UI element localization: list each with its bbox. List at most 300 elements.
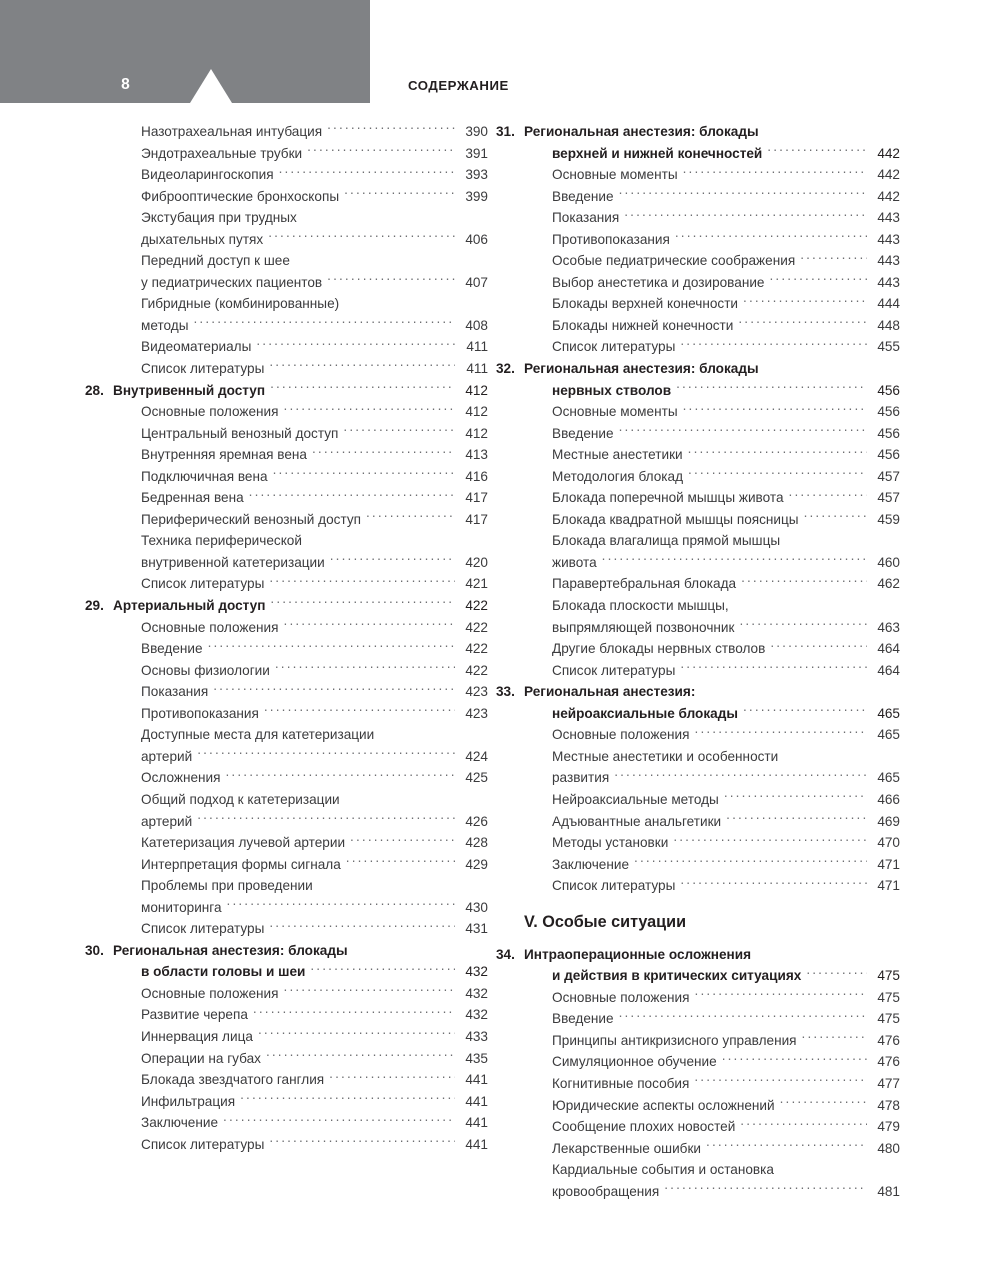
toc-entry[interactable] (524, 746, 900, 768)
toc-entry[interactable] (113, 854, 488, 876)
dot-leader (695, 988, 867, 1002)
dot-leader (366, 510, 455, 524)
toc-entry-page: 442 (877, 145, 900, 161)
toc-chapter-entry[interactable] (524, 143, 900, 165)
toc-entry[interactable] (113, 186, 488, 208)
dot-leader (619, 187, 867, 201)
toc-entry[interactable] (113, 1004, 488, 1026)
toc-entry[interactable] (524, 638, 900, 660)
toc-entry[interactable] (524, 811, 900, 833)
toc-entry[interactable] (524, 1181, 900, 1203)
toc-entry-page: 478 (877, 1097, 900, 1113)
toc-entry-page: 471 (877, 856, 900, 872)
toc-entry-page: 416 (465, 468, 488, 484)
toc-entry-label: Другие блокады нервных стволов (552, 641, 766, 657)
toc-entry[interactable] (113, 423, 488, 445)
toc-entry-label: Передний доступ к шее (141, 253, 290, 269)
chapter-number: 29. (85, 598, 104, 614)
toc-entry[interactable] (113, 617, 488, 639)
toc-entry[interactable] (524, 530, 900, 552)
toc-entry-label: Введение (141, 641, 203, 657)
toc-entry-page: 426 (465, 813, 488, 829)
toc-entry-page: 476 (877, 1032, 900, 1048)
dot-leader (194, 316, 456, 330)
toc-entry[interactable] (524, 1073, 900, 1095)
toc-entry[interactable] (113, 315, 488, 337)
toc-entry-label: Принципы антикризисного управления (552, 1032, 797, 1048)
toc-entry[interactable] (524, 660, 900, 682)
toc-chapter-entry[interactable] (524, 380, 900, 402)
toc-entry-label: Когнитивные пособия (552, 1075, 690, 1091)
dot-leader (683, 166, 867, 180)
toc-entry-page: 464 (877, 641, 900, 657)
toc-entry-label: методы (141, 317, 189, 333)
toc-entry-label: Список литературы (141, 361, 265, 377)
dot-leader (269, 575, 455, 589)
toc-entry[interactable] (524, 466, 900, 488)
dot-leader (683, 403, 867, 417)
toc-entry-page: 422 (465, 641, 488, 657)
dot-leader (266, 1049, 455, 1063)
toc-entry[interactable] (113, 875, 488, 897)
dot-leader (785, 532, 867, 546)
dot-leader (783, 747, 867, 761)
toc-entry[interactable] (524, 444, 900, 466)
toc-entry-label: Региональная анестезия: блокады (524, 361, 759, 377)
toc-entry-label: Методы установки (552, 835, 669, 851)
toc-entry[interactable] (524, 832, 900, 854)
toc-entry[interactable] (524, 1008, 900, 1030)
chapter-number: 28. (85, 382, 104, 398)
toc-entry[interactable] (524, 1138, 900, 1160)
toc-entry-page: 479 (877, 1119, 900, 1135)
toc-entry[interactable] (113, 1091, 488, 1113)
toc-entry[interactable] (113, 767, 488, 789)
toc-entry-label: артерий (141, 748, 193, 764)
toc-entry[interactable] (524, 293, 900, 315)
toc-entry-label: Внутривенный доступ (113, 382, 266, 398)
toc-entry-page: 412 (465, 404, 488, 420)
toc-entry-page: 471 (877, 878, 900, 894)
dot-leader (675, 230, 867, 244)
toc-entry[interactable] (524, 164, 900, 186)
toc-entry-page: 407 (465, 274, 488, 290)
toc-entry-label: Блокада влагалища прямой мышцы (552, 533, 781, 549)
toc-entry-page: 408 (465, 317, 488, 333)
toc-entry-label: Видеоматериалы (141, 339, 252, 355)
dot-leader (310, 963, 455, 977)
toc-entry-page: 475 (877, 968, 900, 984)
toc-entry[interactable] (113, 143, 488, 165)
toc-entry-label: Внутренняя яремная вена (141, 447, 307, 463)
toc-entry[interactable] (113, 1112, 488, 1134)
toc-entry-label: Основные положения (141, 619, 279, 635)
toc-entry-label: Местные анестетики (552, 447, 683, 463)
toc-entry[interactable] (524, 186, 900, 208)
toc-entry[interactable] (113, 552, 488, 574)
toc-entry-label: Заключение (141, 1115, 219, 1131)
toc-entry[interactable] (113, 487, 488, 509)
dot-leader (676, 381, 867, 395)
toc-entry-page: 432 (465, 1007, 488, 1023)
dot-leader (279, 166, 455, 180)
dot-leader (764, 359, 867, 373)
toc-entry[interactable] (113, 164, 488, 186)
dot-leader (346, 855, 455, 869)
toc-entry-label: Адъювантные анальгетики (552, 813, 722, 829)
toc-entry-page: 421 (465, 576, 488, 592)
toc-entry-page: 441 (465, 1093, 488, 1109)
toc-entry[interactable] (113, 229, 488, 251)
dot-leader (275, 661, 455, 675)
toc-entry[interactable] (524, 724, 900, 746)
toc-entry[interactable] (113, 681, 488, 703)
chapter-number: 31. (496, 124, 515, 139)
toc-entry-page: 456 (877, 447, 900, 463)
toc-entry-label: у педиатрических пациентов (141, 274, 323, 290)
dot-leader (284, 984, 455, 998)
toc-entry[interactable] (113, 250, 488, 272)
dot-leader (764, 122, 867, 136)
dot-leader (804, 510, 867, 524)
toc-entry-label: Противопоказания (552, 231, 670, 247)
dot-leader (780, 1096, 867, 1110)
toc-entry[interactable] (113, 1048, 488, 1070)
dot-leader (344, 295, 455, 309)
toc-entry-label: Блокады верхней конечности (552, 296, 739, 312)
toc-entry-label: Список литературы (141, 1136, 265, 1152)
toc-entry-label: Подключичная вена (141, 468, 268, 484)
toc-entry-label: Интраоперационные осложнения (524, 946, 751, 962)
dot-leader (329, 1070, 455, 1084)
toc-entry[interactable] (113, 638, 488, 660)
dot-leader (350, 833, 455, 847)
toc-entry[interactable] (524, 1030, 900, 1052)
toc-entry[interactable] (113, 358, 488, 380)
toc-entry[interactable] (524, 552, 900, 574)
toc-entry-page: 463 (877, 619, 900, 635)
dot-leader (284, 403, 455, 417)
toc-entry-label: Блокада поперечной мышцы живота (552, 490, 784, 506)
chapter-number: 34. (496, 946, 515, 962)
toc-entry-label: Региональная анестезия: блокады (524, 124, 759, 139)
dot-leader (284, 618, 455, 632)
toc-entry-label: Паравертебральная блокада (552, 576, 737, 592)
toc-entry-page: 431 (465, 921, 488, 937)
toc-entry-page: 460 (877, 554, 900, 570)
toc-entry-label: Введение (552, 188, 614, 204)
toc-entry-label: Эндотрахеальные трубки (141, 145, 303, 161)
toc-entry-label: Фиброоптические бронхоскопы (141, 188, 340, 204)
toc-chapter-entry[interactable] (496, 121, 900, 143)
dot-leader (688, 467, 867, 481)
toc-entry[interactable] (113, 1134, 488, 1156)
toc-entry[interactable] (113, 401, 488, 423)
dot-leader (253, 1006, 455, 1020)
toc-entry[interactable] (113, 746, 488, 768)
toc-entry-label: Осложнения (141, 770, 221, 786)
dot-leader (345, 790, 455, 804)
toc-entry[interactable] (113, 703, 488, 725)
dot-leader (270, 596, 455, 610)
dot-leader (789, 489, 867, 503)
dot-leader (695, 726, 867, 740)
toc-entry-page: 481 (877, 1183, 900, 1199)
dot-leader (726, 812, 867, 826)
toc-entry-label: Периферический венозный доступ (141, 511, 361, 527)
toc-entry-label: развития (552, 770, 610, 786)
toc-entry[interactable] (524, 423, 900, 445)
toc-entry[interactable] (113, 444, 488, 466)
dot-leader (800, 252, 867, 266)
toc-entry[interactable] (113, 509, 488, 531)
page-number: 8 (121, 76, 130, 93)
toc-entry-label: живота (552, 554, 597, 570)
toc-entry-page: 432 (465, 964, 488, 980)
toc-entry-page: 456 (877, 382, 900, 398)
toc-entry[interactable] (524, 767, 900, 789)
toc-entry-label: Блокада звездчатого ганглия (141, 1072, 325, 1088)
dot-leader (694, 1074, 867, 1088)
toc-entry-label: Методология блокад (552, 468, 684, 484)
toc-entry-page: 448 (877, 317, 900, 333)
toc-entry-page: 430 (465, 899, 488, 915)
toc-entry-label: Противопоказания (141, 705, 259, 721)
toc-entry-label: Юридические аспекты осложнений (552, 1097, 775, 1113)
toc-entry-page: 459 (877, 511, 900, 527)
toc-column-right (496, 121, 900, 1202)
toc-entry[interactable] (524, 595, 900, 617)
toc-entry-label: Показания (552, 210, 620, 226)
toc-entry-label: Региональная анестезия: (524, 684, 696, 700)
toc-entry-page: 432 (465, 985, 488, 1001)
dot-leader (197, 812, 455, 826)
toc-entry[interactable] (113, 207, 488, 229)
toc-chapter-entry[interactable] (496, 944, 900, 966)
toc-entry[interactable] (524, 336, 900, 358)
toc-entry-label: Список литературы (141, 576, 265, 592)
toc-entry-label: Доступные места для катетеризации (141, 727, 375, 743)
toc-entry-label: Нейроаксиальные методы (552, 791, 719, 807)
toc-entry-page: 420 (465, 554, 488, 570)
toc-entry-page: 476 (877, 1054, 900, 1070)
dot-leader (307, 532, 455, 546)
toc-entry-label: мониторинга (141, 899, 222, 915)
toc-entry-label: Развитие черепа (141, 1007, 248, 1023)
toc-entry-page: 475 (877, 1011, 900, 1027)
toc-chapter-entry[interactable] (85, 380, 488, 402)
toc-entry[interactable] (113, 573, 488, 595)
toc-entry[interactable] (113, 897, 488, 919)
toc-entry-label: дыхательных путях (141, 231, 264, 247)
dot-leader (264, 704, 455, 718)
dot-leader (223, 1114, 455, 1128)
toc-entry[interactable] (113, 789, 488, 811)
toc-entry-label: Назотрахеальная интубация (141, 124, 323, 139)
toc-entry-page: 411 (466, 339, 488, 355)
toc-entry-label: и действия в критических ситуациях (552, 968, 802, 984)
toc-entry-page: 466 (877, 791, 900, 807)
toc-entry[interactable] (524, 509, 900, 531)
toc-entry-page: 456 (877, 425, 900, 441)
toc-entry[interactable] (524, 573, 900, 595)
dot-leader (269, 1135, 455, 1149)
dot-leader (302, 209, 455, 223)
toc-entry-label: Показания (141, 684, 209, 700)
dot-leader (318, 877, 455, 891)
toc-entry-page: 412 (465, 382, 488, 398)
toc-entry-label: Введение (552, 1011, 614, 1027)
toc-entry-label: нейроаксиальные блокады (552, 705, 738, 721)
dot-leader (269, 359, 455, 373)
toc-entry-label: Список литературы (141, 921, 265, 937)
toc-entry-page: 390 (465, 124, 488, 139)
toc-entry-label: Основные моменты (552, 404, 678, 420)
toc-entry-page: 443 (877, 253, 900, 269)
toc-entry[interactable] (113, 832, 488, 854)
toc-entry-page: 423 (465, 705, 488, 721)
toc-entry-page: 469 (877, 813, 900, 829)
dot-leader (213, 683, 455, 697)
toc-entry-page: 393 (465, 167, 488, 183)
chapter-number: 32. (496, 361, 515, 377)
toc-entry[interactable] (113, 918, 488, 940)
toc-entry-page: 433 (465, 1028, 488, 1044)
toc-entry[interactable] (113, 530, 488, 552)
toc-chapter-entry[interactable] (85, 595, 488, 617)
toc-entry[interactable] (113, 660, 488, 682)
dot-leader (268, 230, 455, 244)
dot-leader (624, 209, 867, 223)
toc-chapter-entry[interactable] (524, 703, 900, 725)
dot-leader (724, 790, 867, 804)
toc-entry-page: 465 (877, 770, 900, 786)
dot-leader (602, 553, 867, 567)
toc-entry[interactable] (524, 1116, 900, 1138)
toc-entry[interactable] (524, 250, 900, 272)
toc-entry-label: Особые педиатрические соображения (552, 253, 796, 269)
toc-entry-label: Катетеризация лучевой артерии (141, 835, 346, 851)
toc-entry[interactable] (113, 724, 488, 746)
toc-entry-label: Бедренная вена (141, 490, 244, 506)
toc-entry-label: Основные моменты (552, 167, 678, 183)
toc-entry-label: кровообращения (552, 1183, 660, 1199)
dot-leader (806, 967, 867, 981)
dot-leader (226, 769, 456, 783)
toc-entry-page: 475 (877, 989, 900, 1005)
toc-entry[interactable] (113, 1069, 488, 1091)
toc-entry-label: нервных стволов (552, 382, 672, 398)
toc-entry-page: 442 (877, 167, 900, 183)
dot-leader (619, 424, 867, 438)
dot-leader (208, 640, 455, 654)
dot-leader (295, 252, 455, 266)
toc-entry-label: Список литературы (552, 878, 676, 894)
toc-entry[interactable] (524, 272, 900, 294)
toc-entry-label: Основы физиологии (141, 662, 270, 678)
toc-entry-page: 457 (877, 490, 900, 506)
toc-entry-page: 399 (465, 188, 488, 204)
toc-entry[interactable] (113, 336, 488, 358)
toc-entry-label: Центральный венозный доступ (141, 425, 339, 441)
toc-entry-page: 442 (877, 188, 900, 204)
toc-entry[interactable] (524, 789, 900, 811)
dot-leader (779, 1161, 867, 1175)
toc-entry-page: 480 (877, 1140, 900, 1156)
toc-chapter-entry[interactable] (85, 940, 488, 962)
toc-chapter-entry[interactable] (524, 965, 900, 987)
toc-chapter-entry[interactable] (113, 961, 488, 983)
toc-entry-page: 464 (877, 662, 900, 678)
toc-entry[interactable] (524, 875, 900, 897)
chapter-number: 33. (496, 684, 515, 700)
toc-entry-label: Введение (552, 425, 614, 441)
toc-entry-page: 412 (465, 425, 488, 441)
toc-entry[interactable] (113, 1026, 488, 1048)
chapter-number: 30. (85, 942, 104, 958)
toc-entry-label: в области головы и шеи (141, 964, 306, 980)
dot-leader (614, 769, 867, 783)
dot-leader (740, 1117, 867, 1131)
toc-entry-label: Операции на губах (141, 1050, 261, 1066)
toc-entry[interactable] (524, 617, 900, 639)
toc-entry-label: внутривенной катетеризации (141, 554, 325, 570)
toc-entry-label: Основные положения (141, 404, 279, 420)
part-heading: V. Особые ситуации (524, 912, 687, 931)
toc-entry-label: Лекарственные ошибки (552, 1140, 702, 1156)
toc-entry[interactable] (113, 121, 488, 143)
dot-leader (227, 898, 455, 912)
toc-entry-label: Местные анестетики и особенности (552, 748, 779, 764)
toc-chapter-entry[interactable] (496, 681, 900, 703)
dot-leader (307, 144, 455, 158)
toc-entry[interactable] (524, 854, 900, 876)
toc-entry-page: 422 (465, 598, 488, 614)
dot-leader (312, 446, 455, 460)
toc-entry-page: 435 (465, 1050, 488, 1066)
toc-entry[interactable] (524, 207, 900, 229)
toc-entry-label: Интерпретация формы сигнала (141, 856, 341, 872)
toc-entry[interactable] (113, 272, 488, 294)
dot-leader (673, 833, 867, 847)
toc-entry-label: Выбор анестетика и дозирование (552, 274, 765, 290)
toc-entry[interactable] (524, 1051, 900, 1073)
toc-entry[interactable] (524, 229, 900, 251)
dot-leader (664, 1182, 867, 1196)
dot-leader (327, 273, 455, 287)
toc-entry-page: 406 (465, 231, 488, 247)
toc-entry[interactable] (113, 811, 488, 833)
toc-entry-label: верхней и нижней конечностей (552, 145, 763, 161)
toc-entry[interactable] (113, 983, 488, 1005)
dot-leader (722, 1053, 867, 1067)
toc-entry[interactable] (113, 466, 488, 488)
dot-leader (619, 1010, 867, 1024)
toc-entry[interactable] (524, 987, 900, 1009)
toc-entry-label: Видеоларингоскопия (141, 167, 274, 183)
toc-entry-page: 423 (465, 684, 488, 700)
toc-entry[interactable] (524, 401, 900, 423)
toc-entry[interactable] (524, 1159, 900, 1181)
toc-entry[interactable] (524, 487, 900, 509)
dot-leader (741, 575, 867, 589)
toc-entry[interactable] (524, 315, 900, 337)
dot-leader (344, 187, 455, 201)
toc-chapter-entry[interactable] (496, 358, 900, 380)
toc-entry-page: 465 (877, 705, 900, 721)
toc-entry[interactable] (113, 293, 488, 315)
toc-entry[interactable] (524, 1095, 900, 1117)
